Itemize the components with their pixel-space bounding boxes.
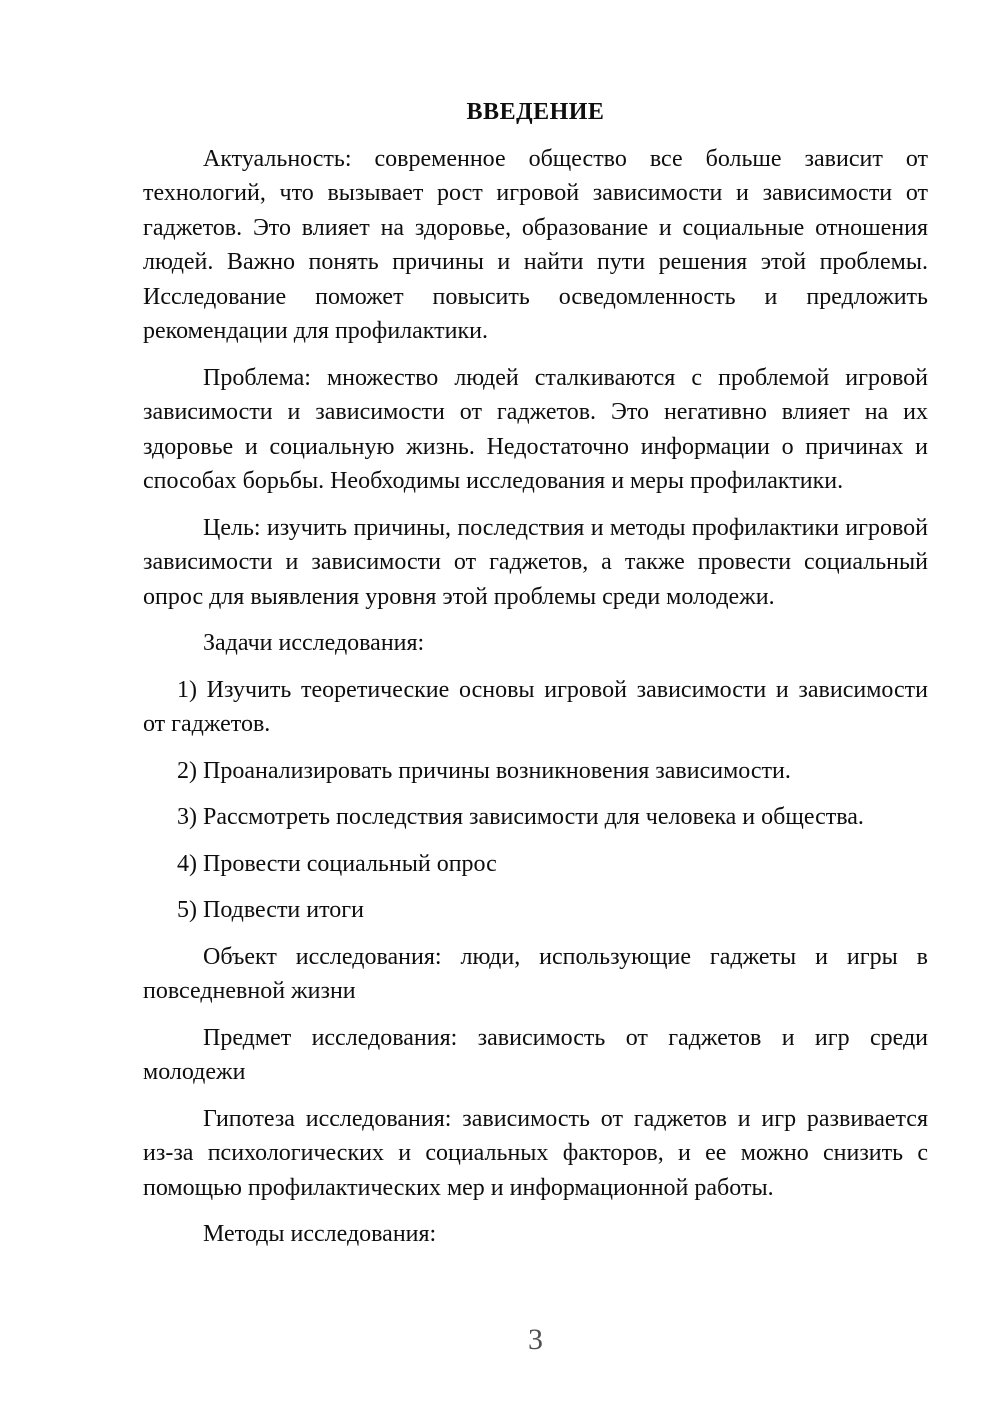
paragraph-predmet: Предмет исследования: зависимость от гаджетов и игр среди молодежи [143, 1024, 928, 1085]
paragraph-aktualnost: Актуальность: современное общество все больше зависит от технологий, что вызывает рост игровой зависимости и зависимости от гаджетов. Это влияет на здоровье, образование и социальные отношения людей. Важно понять причины и найти пути решения этой проблемы. Исследование поможет повысить осведомленность и предложить рекомендации для профилактики. [143, 145, 928, 344]
list-item-1: 1) Изучить теоретические основы игровой зависимости и зависимости от гаджетов. [143, 676, 928, 737]
paragraph-obekt: Объект исследования: люди, использующие гаджеты и игры в повседневной жизни [143, 943, 928, 1004]
list-item-3: 3) Рассмотреть последствия зависимости для человека и общества. [177, 804, 864, 830]
paragraph-tsel: Цель: изучить причины, последствия и методы профилактики игровой зависимости и зависимости от гаджетов, а также провести социальный опрос для выявления уровня этой проблемы среди молодежи. [143, 514, 928, 610]
paragraph-gipoteza: Гипотеза исследования: зависимость от гаджетов и игр развивается из-за психологических и социальных факторов, и ее можно снизить с помощью профилактических мер и информационной работы. [143, 1105, 928, 1201]
list-item-2: 2) Проанализировать причины возникновения зависимости. [177, 757, 791, 784]
paragraph-metody-heading: Методы исследования: [203, 1221, 437, 1247]
paragraph-zadachi-heading: Задачи исследования: [203, 630, 425, 656]
paragraph-problema: Проблема: множество людей сталкиваются с проблемой игровой зависимости и зависимости от гаджетов. Это негативно влияет на их здоровье и социальную жизнь. Недостаточно информации о причинах и способах борьбы. Необходимы исследования и меры профилактики. [143, 364, 928, 494]
page-number: 3 [528, 1323, 543, 1356]
list-item-5: 5) Подвести итоги [177, 897, 364, 923]
list-item-4: 4) Провести социальный опрос [177, 850, 497, 877]
page-title: ВВЕДЕНИЕ [466, 99, 605, 125]
